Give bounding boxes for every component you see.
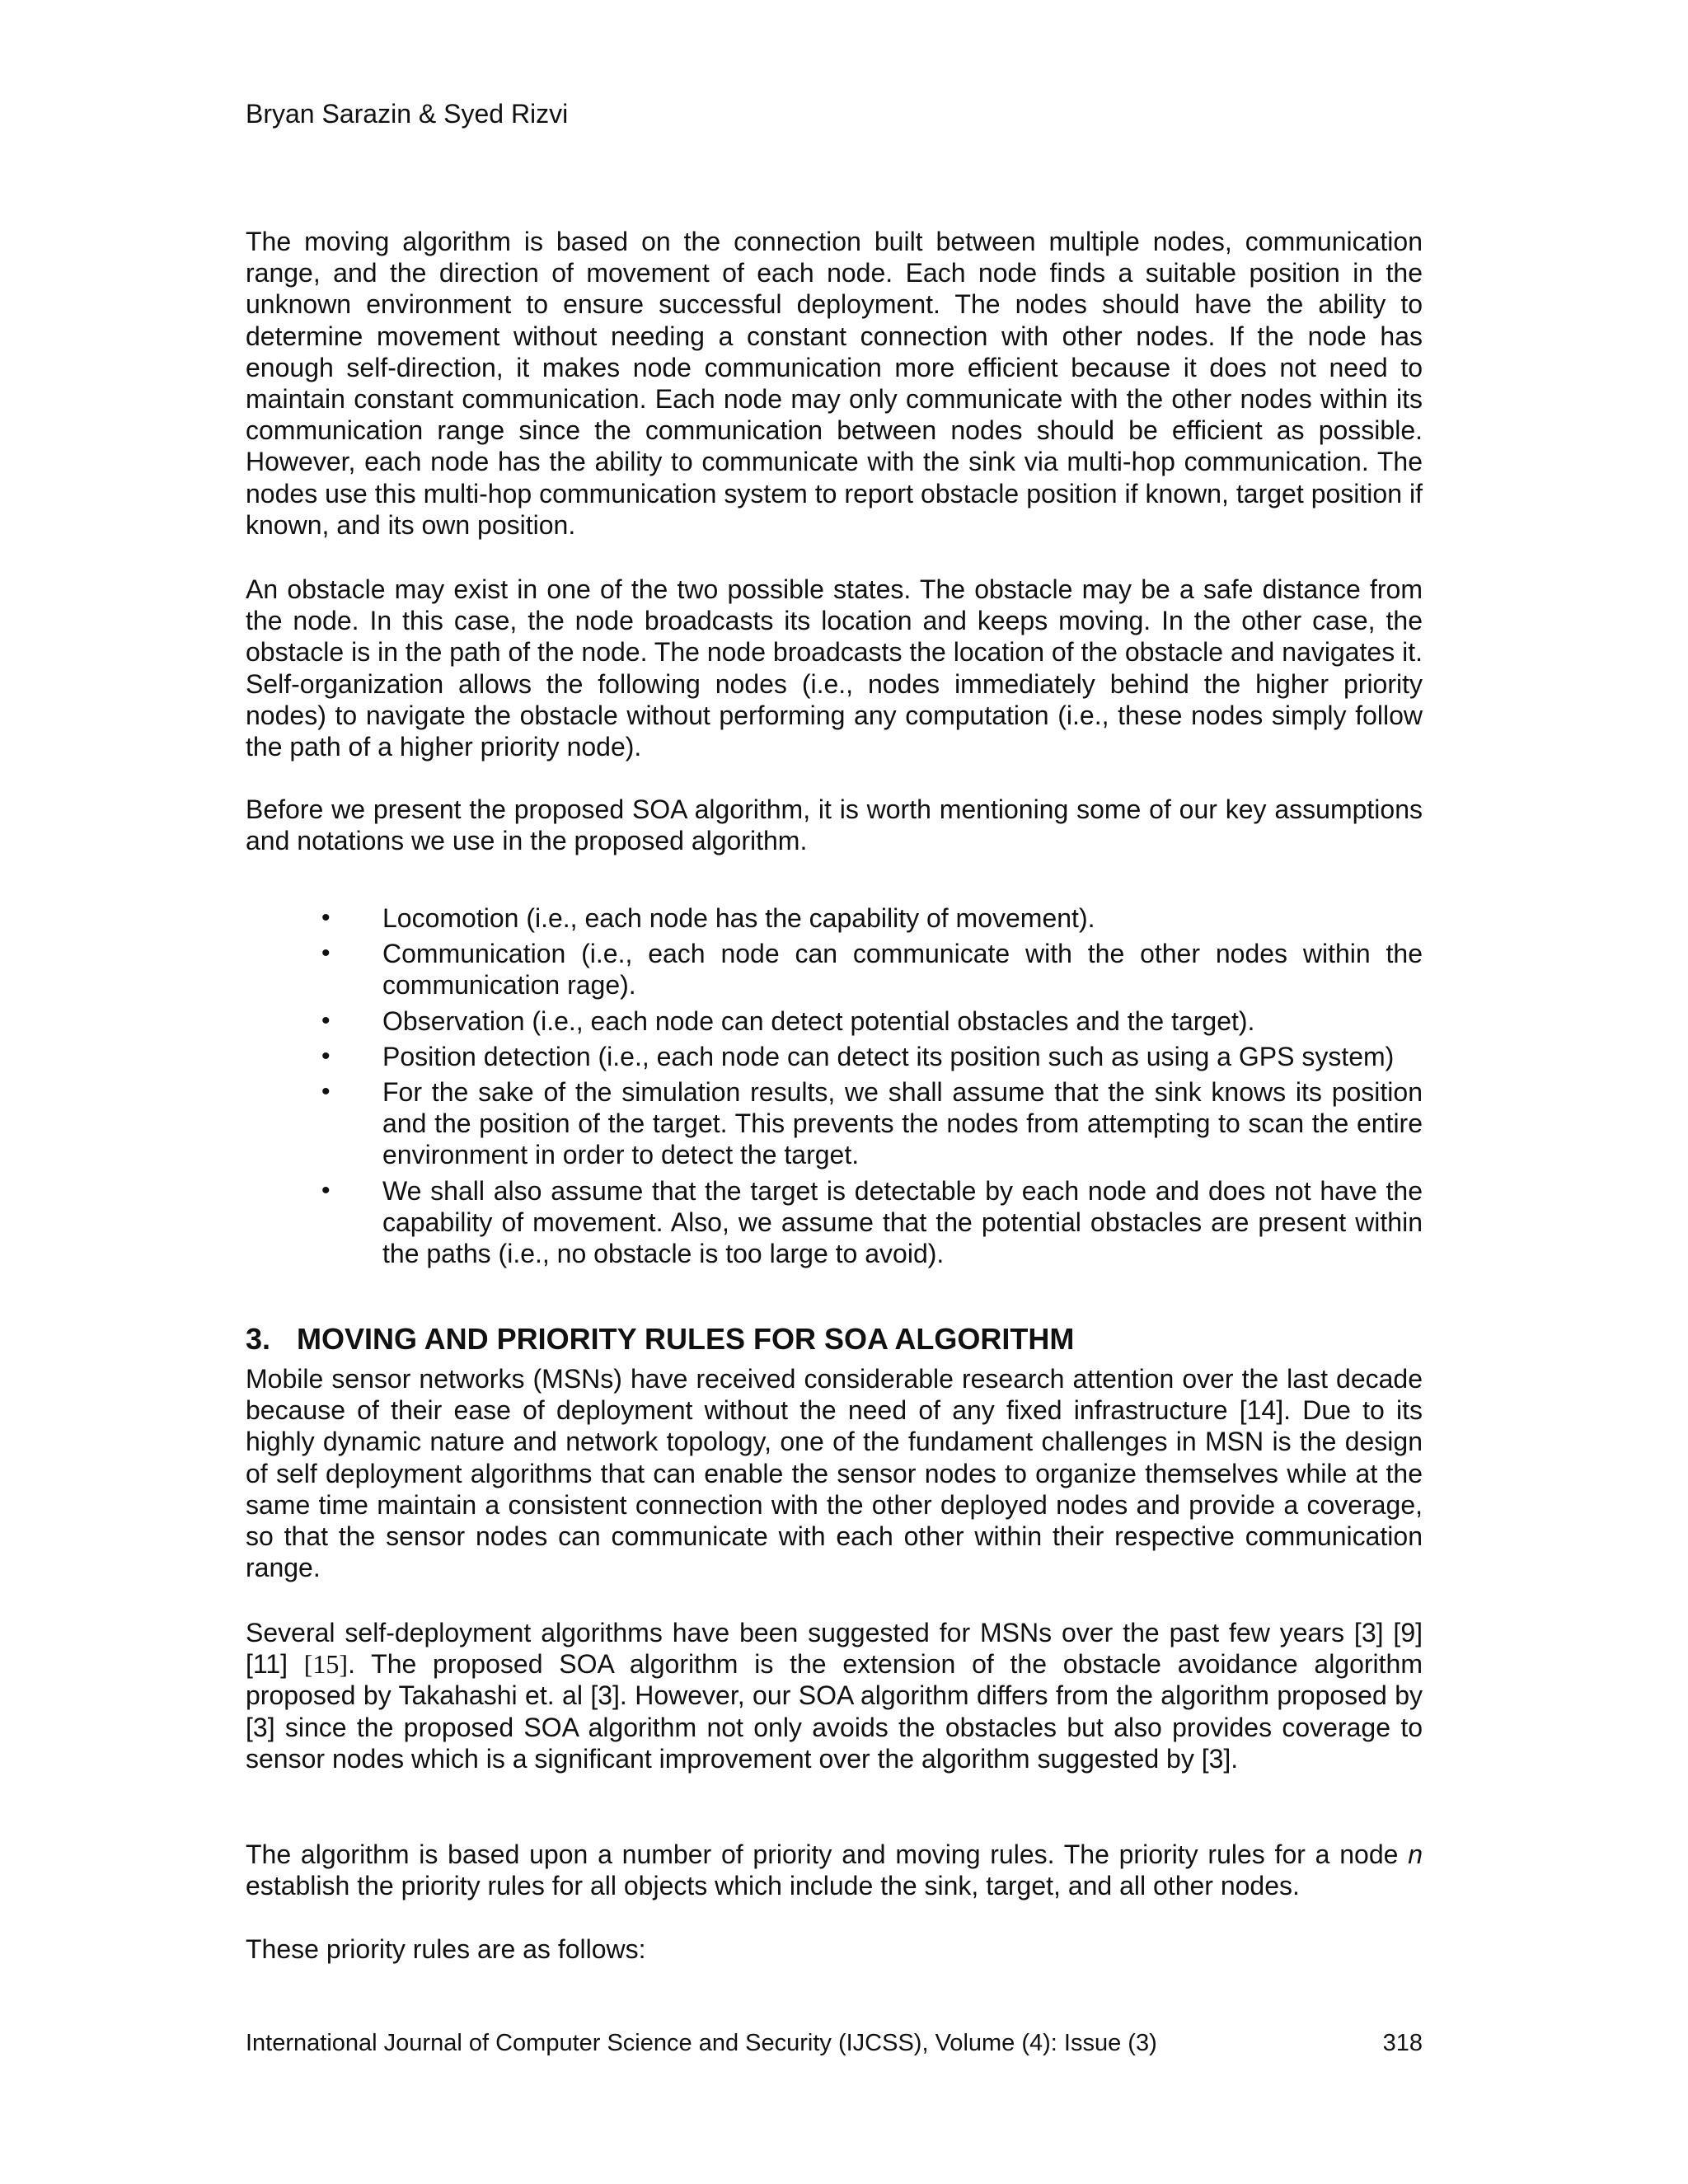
- paragraph-text-part: Several self-deployment algorithms have been suggested for MSNs over the past few years [3] [9] [11]: [246, 1618, 1423, 1680]
- list-item-text: Observation (i.e., each node can detect potential obstacles and the target).: [382, 1005, 1255, 1036]
- paragraph-text-part: establish the priority rules for all objects which include the sink, target, and all other nodes.: [246, 1871, 1300, 1901]
- list-item: [246, 1076, 1423, 1171]
- bullet-icon: •: [321, 1176, 331, 1204]
- list-item-text: Position detection (i.e., each node can detect its position such as using a GPS system): [382, 1041, 1395, 1071]
- list-item-text: We shall also assume that the target is detectable by each node and does not have the capability of movement. Also, we assume that the potential obstacles are present within the paths (i.e., no obstacle is too large to avoid).: [382, 1175, 1423, 1269]
- page-number: 318: [1382, 2030, 1423, 2056]
- bullet-icon: •: [321, 904, 331, 931]
- bullet-icon: •: [321, 1006, 331, 1034]
- citation-ref: [15]: [303, 1649, 349, 1680]
- list-item-text: Locomotion (i.e., each node has the capability of movement).: [382, 903, 1095, 933]
- bullet-icon: •: [321, 1042, 331, 1070]
- list-item: [246, 1005, 1423, 1037]
- variable-n: n: [1408, 1840, 1423, 1869]
- paragraph-text-part: . The proposed SOA algorithm is the extension of the obstacle avoidance algorithm proposed by Takahashi et. al [3]. However, our SOA algorithm differs from the algorithm proposed by [3] since the proposed SOA algorithm not only avoids the obstacles but also provides coverage to sensor nodes which is a significant improvement over the algorithm suggested by [3].: [246, 1649, 1423, 1774]
- list-item: [246, 938, 1423, 1001]
- list-item: [246, 1175, 1423, 1270]
- section-title: MOVING AND PRIORITY RULES FOR SOA ALGORITHM: [297, 1322, 1075, 1356]
- paragraph-assumptions-intro: Before we present the proposed SOA algorithm, it is worth mentioning some of our key assumptions and notations we use in the proposed algorithm.: [246, 794, 1423, 856]
- paragraph-moving-algorithm: The moving algorithm is based on the connection built between multiple nodes, communication range, and the direction of movement of each node. Each node finds a suitable position in the unknown environment to ensure successful deployment. The nodes should have the ability to determine movement without needing a constant connection with other nodes. If the node has enough self-direction, it makes node communication more efficient because it does not need to maintain constant communication. Each node may only communicate with the other nodes within its communication range since the communication between nodes should be efficient as possible. However, each node has the ability to communicate with the sink via multi-hop communication. The nodes use this multi-hop communication system to report obstacle position if known, target position if known, and its own position.: [246, 227, 1423, 540]
- bullet-icon: •: [321, 940, 331, 968]
- section-heading: [246, 1321, 1074, 1357]
- running-header-authors: Bryan Sarazin & Syed Rizvi: [246, 99, 569, 129]
- list-item-text: Communication (i.e., each node can communicate with the other nodes within the communication rage).: [382, 939, 1423, 1001]
- paragraph-msn-intro: Mobile sensor networks (MSNs) have received considerable research attention over the last decade because of their ease of deployment without the need of any fixed infrastructure [14]. Due to its highly dynamic nature and network topology, one of the fundament challenges in MSN is the design of self deployment algorithms that can enable the sensor nodes to organize themselves while at the same time maintain a consistent connection with the other deployed nodes and provide a coverage, so that the sensor nodes can communicate with each other within their respective communication range.: [246, 1364, 1423, 1583]
- section-number: 3.: [246, 1322, 271, 1356]
- paragraph-self-deployment: [246, 1617, 1423, 1774]
- paragraph-text-part: The algorithm is based upon a number of priority and moving rules. The priority rules for a node: [246, 1840, 1409, 1869]
- paragraph-obstacle-states: An obstacle may exist in one of the two possible states. The obstacle may be a safe distance from the node. In this case, the node broadcasts its location and keeps moving. In the other case, the obstacle is in the path of the node. The node broadcasts the location of the obstacle and navigates it. Self-organization allows the following nodes (i.e., nodes immediately behind the higher priority nodes) to navigate the obstacle without performing any computation (i.e., these nodes simply follow the path of a higher priority node).: [246, 574, 1423, 762]
- footer-journal: International Journal of Computer Science and Security (IJCSS), Volume (4): Issue (3): [246, 2030, 1157, 2056]
- paragraph-rules-lead: These priority rules are as follows:: [246, 1934, 646, 1964]
- list-item: [246, 902, 1423, 934]
- paragraph-priority-rules: [246, 1839, 1423, 1901]
- list-item-text: For the sake of the simulation results, we shall assume that the sink knows its position and the position of the target. This prevents the nodes from attempting to scan the entire environment in order to detect the target.: [382, 1077, 1423, 1170]
- bullet-icon: •: [321, 1078, 331, 1106]
- list-item: [246, 1041, 1423, 1072]
- assumptions-list: [246, 902, 1423, 1273]
